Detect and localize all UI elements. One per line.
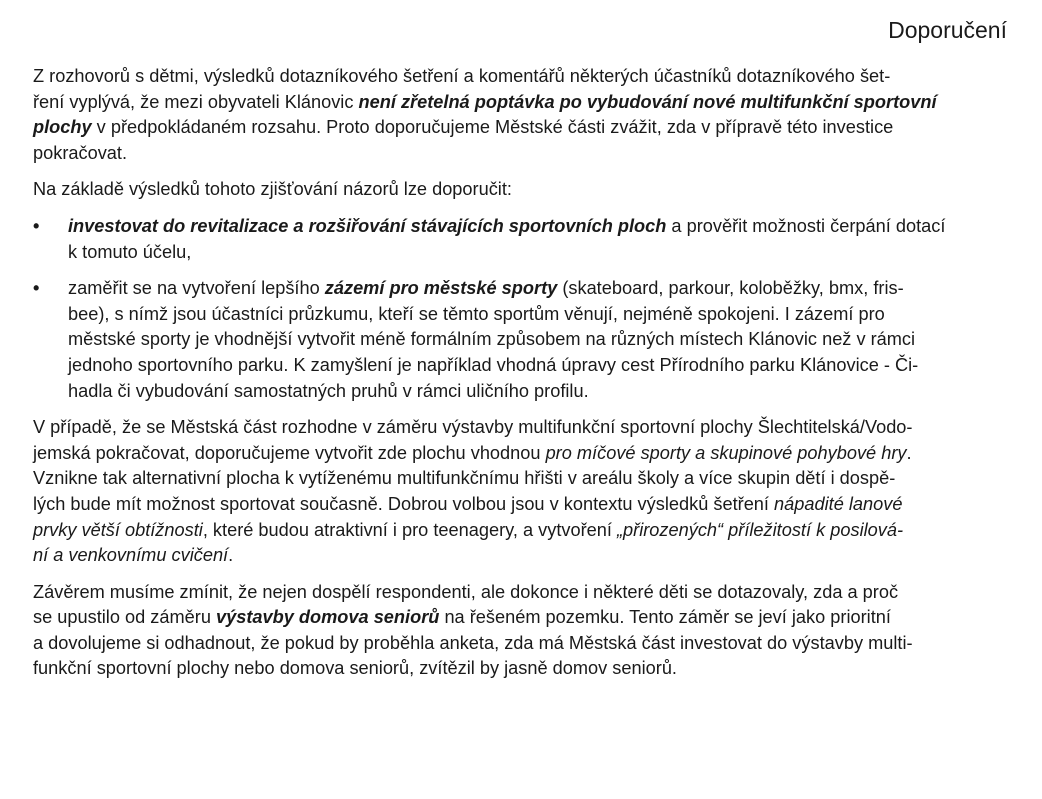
emphasis-bold-italic: plochy [33,117,92,138]
text-run: (skateboard, parkour, koloběžky, bmx, fris- [557,278,904,299]
text-run: a prověřit možnosti čerpání dotací [666,215,946,236]
text-run: Na základě výsledků tohoto zjišťování názorů lze doporučit: [33,179,512,200]
emphasis-bold-italic: investovat do revitalizace a rozšiřování stávajících sportovních ploch [68,215,667,236]
text-run: v předpokládaném rozsahu. Proto doporučujeme Městské části zvážit, zda v přípravě této investice [91,117,894,138]
text-run: Vznikne tak alternativní plocha k vytíženému multifunkčnímu hřišti v areálu školy a více skupin dětí i dospě- [33,468,896,489]
text-run: pokračovat. [33,142,128,163]
text-run: na řešeném pozemku. Tento záměr se jeví jako prioritní [439,607,891,628]
emphasis-italic: pro míčové sporty a skupinové pohybové hry [545,442,907,463]
page-title: Doporučení [888,17,1007,43]
emphasis-italic: nápadité lanové [774,493,903,514]
paragraph-sports-area [33,415,1008,569]
document-body [33,64,1008,693]
text-run: V případě, že se Městská část rozhodne v záměru výstavby multifunkční sportovní plochy Šlechtitelská/Vodo- [33,417,913,438]
emphasis-bold-italic: výstavby domova seniorů [216,607,440,628]
text-run: . [906,442,912,463]
text-run: hadla či vybudování samostatných pruhů v rámci uličního profilu. [68,380,589,401]
text-run: jemská pokračovat, doporučujeme vytvořit zde plochu vhodnou [33,442,546,463]
text-run: a dovolujeme si odhadnout, že pokud by proběhla anketa, zda má Městská část investovat do výstavby multi- [33,632,913,653]
emphasis-italic: prvky větší obtížnosti [33,519,203,540]
paragraph-intro [33,64,1008,166]
bullet-icon: • [33,278,40,299]
text-run: bee), s nímž jsou účastníci průzkumu, kteří se těmto sportům věnují, nejméně spokojeni. I zázemí pro [68,303,885,324]
bullet-icon: • [33,215,40,236]
text-run: Z rozhovorů s dětmi, výsledků dotazníkového šetření a komentářů některých účastníků dotazníkového šet- [33,66,891,86]
emphasis-italic: ní a venkovnímu cvičení [33,545,229,566]
text-run: Závěrem musíme zmínit, že nejen dospělí respondenti, ale dokonce i některé děti se dotazovaly, zda a proč [33,581,899,602]
emphasis-bold-italic: zázemí pro městské sporty [324,278,558,299]
recommendation-list [33,214,1008,404]
text-run: lých bude mít možnost sportovat současně. Dobrou volbou jsou v kontextu výsledků šetření [33,493,775,514]
emphasis-bold-italic: není zřetelná poptávka po vybudování nové multifunkční sportovní [358,91,937,112]
text-run: se upustilo od záměru [33,607,216,628]
text-run: funkční sportovní plochy nebo domova seniorů, zvítězil by jasně domov seniorů. [33,658,677,679]
paragraph-recommend-lead [33,177,1008,203]
text-run: k tomuto účelu, [68,241,192,262]
text-run: . [228,545,234,566]
text-run: , které budou atraktivní i pro teenagery, a vytvoření [202,519,617,540]
text-run: zaměřit se na vytvoření lepšího [68,278,325,299]
text-run: jednoho sportovního parku. K zamyšlení je například vhodná úpravy cest Přírodního parku Klánovice - Či- [68,354,919,375]
list-item [33,276,1008,404]
paragraph-conclusion [33,580,1008,682]
list-item [33,214,1008,265]
text-run: ření vyplývá, že mezi obyvateli Klánovic [33,91,359,112]
emphasis-italic: „přirozených“ příležitostí k posilová- [616,519,904,540]
text-run: městské sporty je vhodnější vytvořit méně formálním způsobem na různých místech Klánovic než v rámci [68,329,916,350]
